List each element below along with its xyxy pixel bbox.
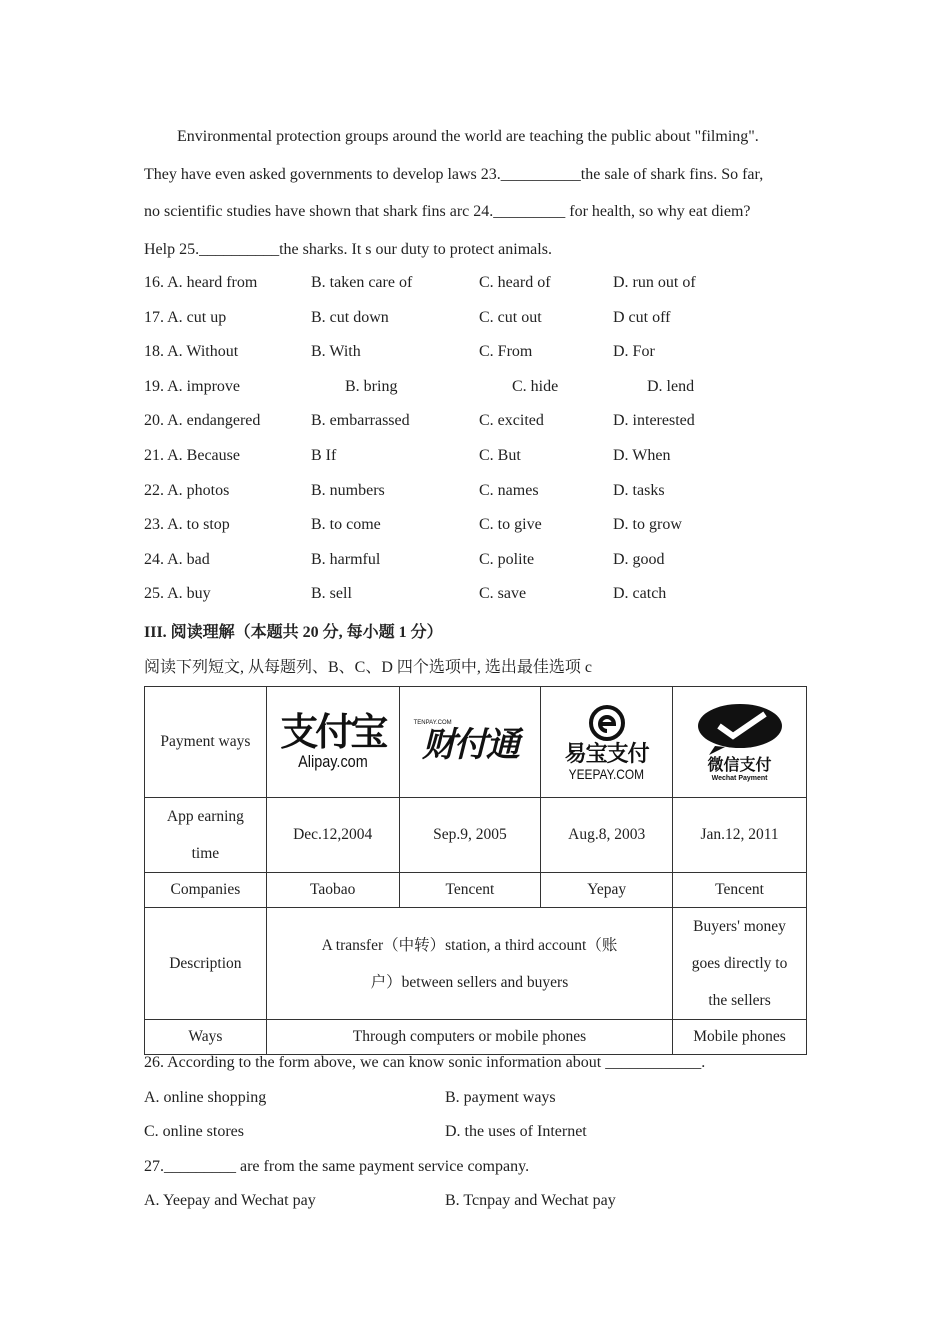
table-row [145,1020,807,1055]
q25-d: D. catch [613,585,667,602]
row-header-description: Description [145,908,267,1020]
q19-d: D. lend [647,378,695,395]
wechat-logo [677,702,802,783]
q18-d: D. For [613,343,655,360]
q16-a: 16. A. heard from [144,274,258,291]
q22-b: B. numbers [311,482,385,499]
q20-b: B. embarrassed [311,412,410,429]
section-instruction: 阅读下列短文, 从每题列、B、C、D 四个选项中, 选出最佳选项 c [144,659,593,676]
q26-option-a: A. online shopping [144,1089,267,1106]
q20-d: D. interested [613,412,695,429]
q24-c: C. polite [479,551,535,568]
passage [144,118,806,268]
q27-option-a: A. Yeepay and Wechat pay [144,1192,316,1209]
table-row [145,687,807,798]
q17-c: C. cut out [479,309,542,326]
q16-d: D. run out of [613,274,696,291]
q19-b: B. bring [345,378,398,395]
table-row [145,798,807,873]
alipay-logo [271,712,395,772]
row-header-app-line2: time [191,845,220,862]
table-cell-description [266,908,672,1020]
table-cell-company: Tencent [399,873,541,908]
q16-c: C. heard of [479,274,551,291]
q20-a: 20. A. endangered [144,412,261,429]
table-row [145,908,807,1020]
table-cell-date: Aug.8, 2003 [541,798,673,873]
q27-option-b: B. Tcnpay and Wechat pay [445,1192,616,1209]
tenpay-logo-text: 财付通 [421,725,518,765]
q23-b: B. to come [311,516,381,533]
q21-c: C. But [479,447,521,464]
table-cell-company: Yepay [541,873,673,908]
q24-b: B. harmful [311,551,381,568]
table-cell-ways: Through computers or mobile phones [266,1020,672,1055]
yeepay-logo [545,703,668,782]
yeepay-e-icon [585,703,629,743]
wechat-logo-cell [673,687,807,798]
alipay-logo-domain: Alipay.com [297,752,368,771]
q19-a: 19. A. improve [144,378,240,395]
table-cell-wechat-ways: Mobile phones [673,1020,807,1055]
wechat-description-line-2: goes directly to [691,955,788,972]
q18-b: B. With [311,343,361,360]
passage-line-3: no scientific studies have shown that shark fins arc 24._________ for health, so why eat diem? [144,203,751,220]
alipay-logo-text: 支付宝 [280,710,386,754]
yeepay-logo-text: 易宝支付 [564,741,649,767]
q26-option-b: B. payment ways [445,1089,556,1106]
section-heading: III. 阅读理解（本题共 20 分, 每小题 1 分） [144,624,443,641]
wechat-pay-icon [695,702,785,756]
q22-a: 22. A. photos [144,482,230,499]
q17-a: 17. A. cut up [144,309,227,326]
q22-d: D. tasks [613,482,665,499]
table-cell-wechat-description [673,908,807,1020]
q24-a: 24. A. bad [144,551,210,568]
description-line-2: 户）between sellers and buyers [370,973,569,991]
row-header-companies: Companies [145,873,267,908]
q25-b: B. sell [311,585,352,602]
q27-stem: 27._________ are from the same payment service company. [144,1158,530,1175]
alipay-logo-cell [266,687,399,798]
table-cell-date: Jan.12, 2011 [673,798,807,873]
q23-c: C. to give [479,516,542,533]
q23-a: 23. A. to stop [144,516,230,533]
q24-d: D. good [613,551,665,568]
q23-d: D. to grow [613,516,682,533]
q18-c: C. From [479,343,533,360]
q17-b: B. cut down [311,309,389,326]
q21-a: 21. A. Because [144,447,240,464]
q16-b: B. taken care of [311,274,413,291]
tenpay-logo-cell [399,687,541,798]
wechat-logo-subtext: Wechat Payment [711,774,768,782]
table-cell-company: Tencent [673,873,807,908]
q20-c: C. excited [479,412,544,429]
wechat-logo-text: 微信支付 [707,754,772,774]
row-header-payment: Payment ways [145,687,267,798]
passage-line-1: Environmental protection groups around the world are teaching the public about "filming". [177,128,759,145]
q26-option-d: D. the uses of Internet [445,1123,587,1140]
q21-b: B If [311,447,337,464]
q25-a: 25. A. buy [144,585,211,602]
row-header-app-line1: App earning [166,808,244,825]
yeepay-logo-cell [541,687,673,798]
passage-line-4: Help 25.__________the sharks. It s our duty to protect animals. [144,240,552,258]
table-cell-date: Dec.12,2004 [266,798,399,873]
q25-c: C. save [479,585,527,602]
table-cell-company: Taobao [266,873,399,908]
payment-table [144,686,807,1055]
wechat-description-line-3: the sellers [708,992,771,1009]
table-cell-date: Sep.9, 2005 [399,798,541,873]
row-header-app-time [145,798,267,873]
row-header-ways: Ways [145,1020,267,1055]
q17-d: D cut off [613,309,671,326]
tenpay-logo-domain: TENPAY.COM [413,720,452,726]
passage-line-2: They have even asked governments to develop laws 23.__________the sale of shark fins. So far, [144,165,764,183]
tenpay-logo [404,720,537,764]
q21-d: D. When [613,447,671,464]
yeepay-logo-domain: YEEPAY.COM [568,765,645,782]
q26-option-c: C. online stores [144,1123,244,1140]
q26-stem: 26. According to the form above, we can know sonic information about ____________. [144,1054,706,1071]
description-line-1: A transfer（中转）station, a third account（账 [321,936,618,954]
wechat-description-line-1: Buyers' money [693,918,786,935]
q18-a: 18. A. Without [144,343,239,360]
q19-c: C. hide [512,378,559,395]
table-row [145,873,807,908]
q22-c: C. names [479,482,539,499]
